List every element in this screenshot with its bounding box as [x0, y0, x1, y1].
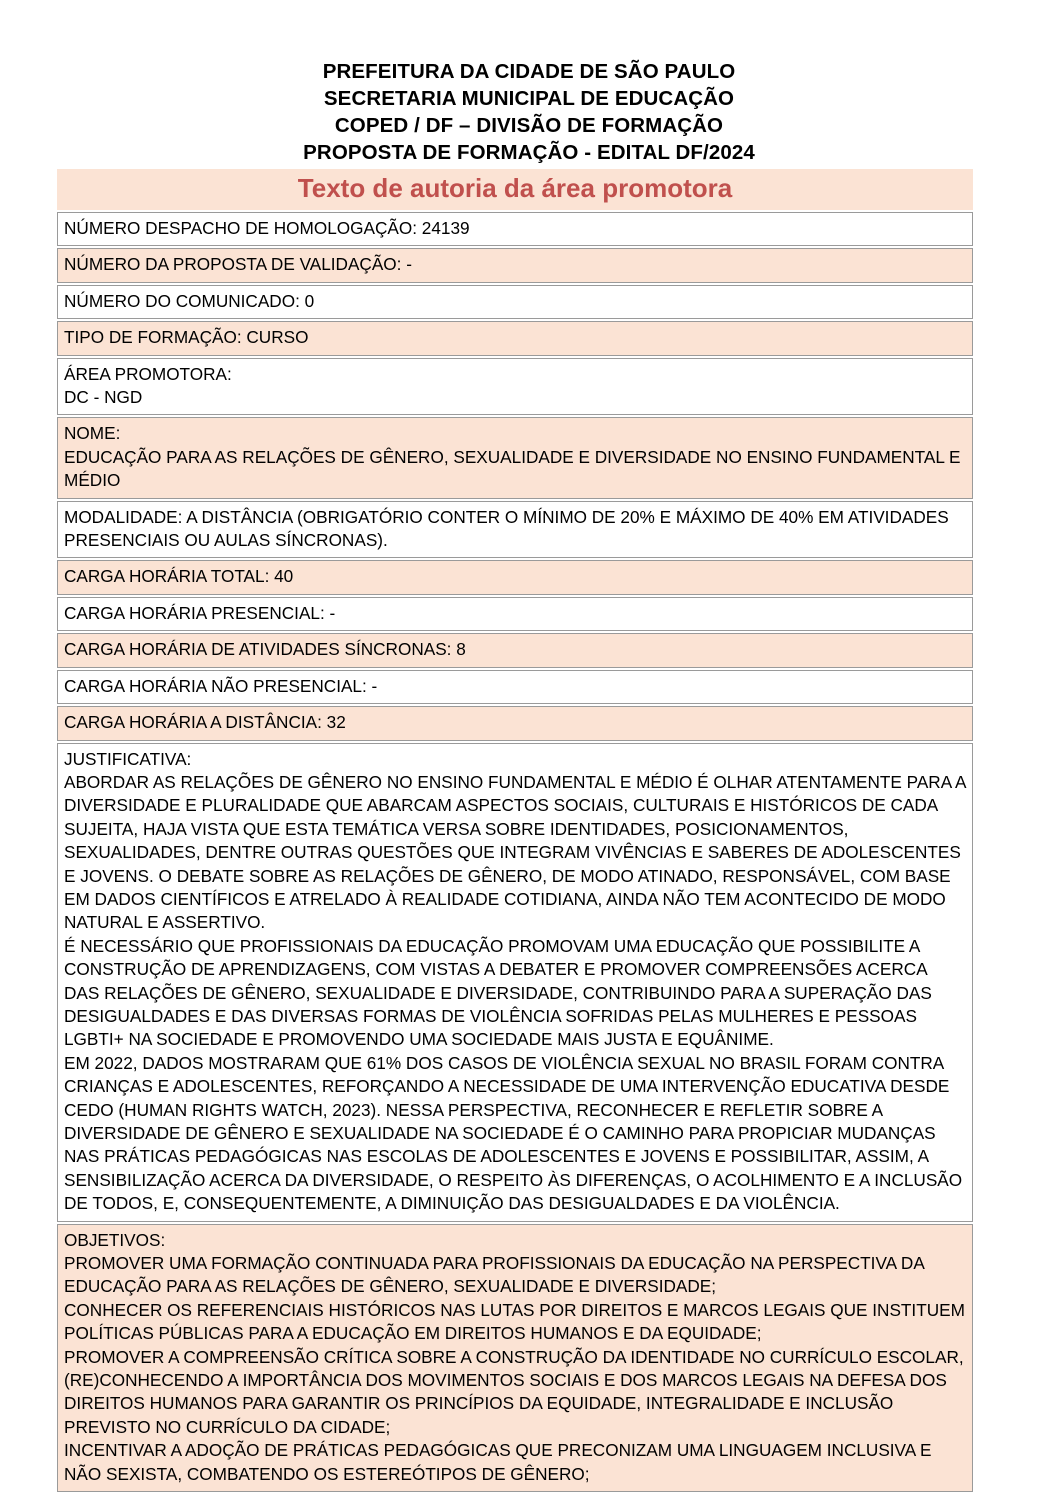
table-row-carga-total	[57, 560, 973, 594]
table-row-tipo-formacao	[57, 321, 973, 355]
area-promotora-value: DC - NGD	[64, 387, 143, 408]
cell-tipo-formacao: TIPO DE FORMAÇÃO: CURSO	[57, 321, 973, 355]
justificativa-paragraph-3: EM 2022, DADOS MOSTRARAM QUE 61% DOS CASOS DE VIOLÊNCIA SEXUAL NO BRASIL FORAM CONTRA CRIANÇAS E ADOLESCENTES, REFORÇANDO A NECESSIDADE DE UMA INTERVENÇÃO EDUCATIVA DESDE CEDO (HUMAN RIGHTS WATCH, 2023). NESSA PERSPECTIVA, RECONHECER E REFLETIR SOBRE A DIVERSIDADE DE GÊNERO E SEXUALIDADE NA SOCIEDADE É O CAMINHO PARA PROPICIAR MUDANÇAS NAS PRÁTICAS PEDAGÓGICAS NAS ESCOLAS DE ADOLESCENTES E JOVENS E POSSIBILITAR, ASSIM, A SENSIBILIZAÇÃO ACERCA DA DIVERSIDADE, O RESPEITO ÀS DIFERENÇAS, O ACOLHIMENTO E A INCLUSÃO DE TODOS, E, CONSEQUENTEMENTE, A DIMINUIÇÃO DAS DESIGUALDADES E DA VIOLÊNCIA.	[64, 1052, 963, 1214]
table-row-carga-nao-presencial	[57, 670, 973, 704]
table-row-justificativa	[57, 743, 973, 1222]
objetivos-item-2: CONHECER OS REFERENCIAIS HISTÓRICOS NAS LUTAS POR DIREITOS E MARCOS LEGAIS QUE INSTITUEM POLÍTICAS PÚBLICAS PARA A EDUCAÇÃO EM DIREITOS HUMANOS E DA EQUIDADE;	[64, 1299, 965, 1344]
cell-proposta-validacao: NÚMERO DA PROPOSTA DE VALIDAÇÃO: -	[57, 248, 973, 282]
table-row-carga-sincronas	[57, 633, 973, 667]
masthead-line-1: PREFEITURA DA CIDADE DE SÃO PAULO	[322, 60, 736, 83]
justificativa-paragraph-1: ABORDAR AS RELAÇÕES DE GÊNERO NO ENSINO FUNDAMENTAL E MÉDIO É OLHAR ATENTAMENTE PARA A DIVERSIDADE E PLURALIDADE QUE ABARCAM ASPECTOS SOCIAIS, CULTURAIS E HISTÓRICOS DE CADA SUJEITA, HAJA VISTA QUE ESTA TEMÁTICA VERSA SOBRE IDENTIDADES, POSICIONAMENTOS, SEXUALIDADES, DENTRE OUTRAS QUESTÕES QUE INTEGRAM VIVÊNCIAS E SABERES DE ADOLESCENTES E JOVENS. O DEBATE SOBRE AS RELAÇÕES DE GÊNERO, DE MODO ATINADO, RESPONSÁVEL, COM BASE EM DADOS CIENTÍFICOS E ATRELADO À REALIDADE COTIDIANA, AINDA NÃO TEM ACONTECIDO DE MODO NATURAL E ASSERTIVO.	[64, 771, 966, 933]
table-row-carga-presencial	[57, 597, 973, 631]
masthead-line-2: SECRETARIA MUNICIPAL DE EDUCAÇÃO	[323, 87, 735, 110]
cell-carga-sincronas: CARGA HORÁRIA DE ATIVIDADES SÍNCRONAS: 8	[57, 633, 973, 667]
table-row-comunicado	[57, 285, 973, 319]
objetivos-label: OBJETIVOS:	[64, 1229, 166, 1250]
table-row-despacho	[57, 212, 973, 246]
nome-label: NOME:	[64, 423, 121, 444]
table-row-proposta-validacao	[57, 248, 973, 282]
table-row-modalidade	[57, 501, 973, 559]
section-banner	[57, 169, 973, 210]
cell-area-promotora	[57, 358, 973, 416]
area-promotora-label: ÁREA PROMOTORA:	[64, 363, 232, 384]
cell-carga-distancia: CARGA HORÁRIA A DISTÂNCIA: 32	[57, 706, 973, 740]
nome-value: EDUCAÇÃO PARA AS RELAÇÕES DE GÊNERO, SEXUALIDADE E DIVERSIDADE NO ENSINO FUNDAMENTAL E MÉDIO	[64, 446, 961, 491]
cell-carga-nao-presencial: CARGA HORÁRIA NÃO PRESENCIAL: -	[57, 670, 973, 704]
table-row-nome	[57, 417, 973, 498]
objetivos-item-1: PROMOVER UMA FORMAÇÃO CONTINUADA PARA PROFISSIONAIS DA EDUCAÇÃO NA PERSPECTIVA DA EDUCAÇÃO PARA AS RELAÇÕES DE GÊNERO, SEXUALIDADE E DIVERSIDADE;	[64, 1253, 924, 1297]
table-row-objetivos	[57, 1224, 973, 1492]
cell-carga-presencial: CARGA HORÁRIA PRESENCIAL: -	[57, 597, 973, 631]
masthead	[0, 0, 1058, 166]
cell-modalidade: MODALIDADE: A DISTÂNCIA (OBRIGATÓRIO CONTER O MÍNIMO DE 20% E MÁXIMO DE 40% EM ATIVIDADES PRESENCIAIS OU AULAS SÍNCRONAS).	[57, 501, 973, 559]
cell-justificativa	[57, 743, 973, 1222]
cell-nome	[57, 417, 973, 498]
table-row-carga-distancia	[57, 706, 973, 740]
justificativa-label: JUSTIFICATIVA:	[64, 748, 192, 769]
proposal-table	[57, 210, 973, 1494]
objetivos-item-4: INCENTIVAR A ADOÇÃO DE PRÁTICAS PEDAGÓGICAS QUE PRECONIZAM UMA LINGUAGEM INCLUSIVA E NÃO SEXISTA, COMBATENDO OS ESTEREÓTIPOS DE GÊNERO;	[64, 1440, 932, 1484]
masthead-line-3: COPED / DF – DIVISÃO DE FORMAÇÃO	[334, 114, 724, 137]
cell-objetivos	[57, 1224, 973, 1492]
cell-comunicado: NÚMERO DO COMUNICADO: 0	[57, 285, 973, 319]
objetivos-item-3: PROMOVER A COMPREENSÃO CRÍTICA SOBRE A CONSTRUÇÃO DA IDENTIDADE NO CURRÍCULO ESCOLAR, (RE)CONHECENDO A IMPORTÂNCIA DOS MOVIMENTOS SOCIAIS E DOS MARCOS LEGAIS NA DEFESA DOS DIREITOS HUMANOS PARA GARANTIR OS PRINCÍPIOS DA EQUIDADE, INTEGRALIDADE E INCLUSÃO PREVISTO NO CURRÍCULO DA CIDADE;	[64, 1346, 964, 1437]
cell-despacho: NÚMERO DESPACHO DE HOMOLOGAÇÃO: 24139	[57, 212, 973, 246]
cell-carga-total: CARGA HORÁRIA TOTAL: 40	[57, 560, 973, 594]
banner-title: Texto de autoria da área promotora	[297, 173, 733, 203]
masthead-line-4: PROPOSTA DE FORMAÇÃO - EDITAL DF/2024	[303, 141, 755, 164]
justificativa-paragraph-2: É NECESSÁRIO QUE PROFISSIONAIS DA EDUCAÇÃO PROMOVAM UMA EDUCAÇÃO QUE POSSIBILITE A CONSTRUÇÃO DE APRENDIZAGENS, COM VISTAS A DEBATER E PROMOVER COMPREENSÕES ACERCA DAS RELAÇÕES DE GÊNERO, SEXUALIDADE E DIVERSIDADE, CONTRIBUINDO PARA A SUPERAÇÃO DAS DESIGUALDADES E DAS DIVERSAS FORMAS DE VIOLÊNCIA SOFRIDAS PELAS MULHERES E PESSOAS LGBTI+ NA SOCIEDADE E PROMOVENDO UMA SOCIEDADE MAIS JUSTA E EQUÂNIME.	[64, 935, 932, 1050]
table-row-area-promotora	[57, 358, 973, 416]
